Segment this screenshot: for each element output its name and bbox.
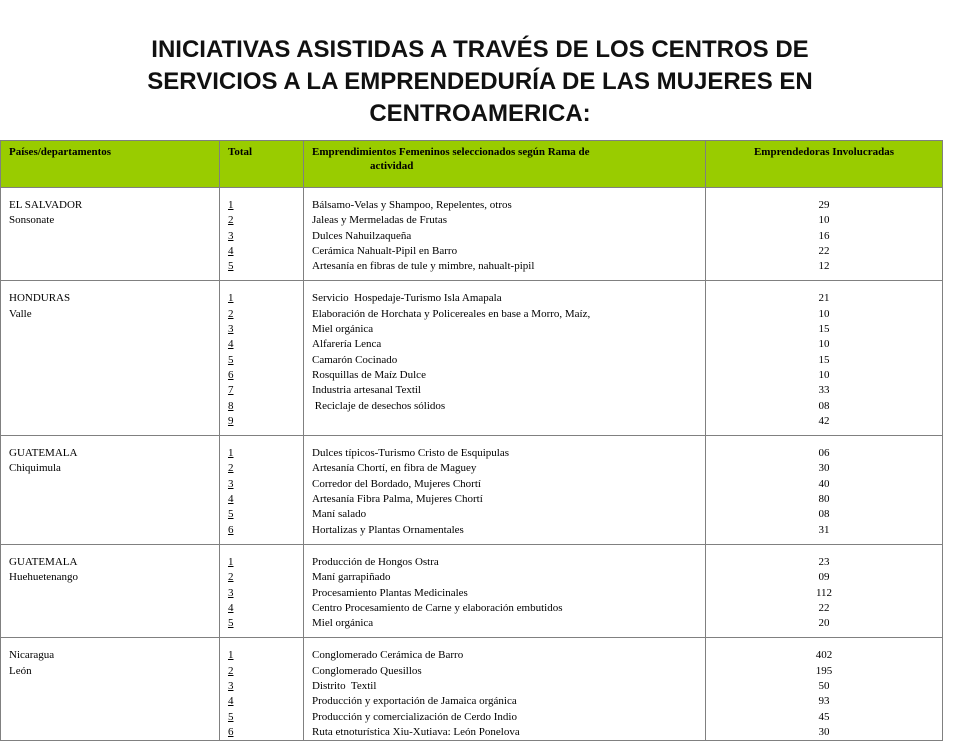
emprendedoras-count: 10	[818, 214, 830, 227]
activity-item: Procesamiento Plantas Medicinales	[312, 586, 468, 599]
activity-item: Industria artesanal Textil	[312, 384, 421, 397]
header-emprendedoras: Emprendedoras Involucradas	[706, 141, 943, 188]
activity-item: Elaboración de Horchata y Policereales en base a Morro, Maíz,	[312, 307, 591, 320]
cell-country	[1, 281, 220, 436]
header-paises: Países/departamentos	[1, 141, 220, 188]
emprendedoras-count: 195	[815, 664, 833, 677]
total-number: 3	[228, 323, 234, 336]
total-number: 2	[228, 664, 234, 677]
total-number: 5	[228, 260, 234, 273]
header-actividad-line1: Emprendimientos Femeninos seleccionados según Rama de	[312, 146, 590, 158]
activity-item: Centro Procesamiento de Carne y elaboración embutidos	[312, 601, 563, 614]
emprendedoras-count: 30	[818, 462, 830, 475]
emprendedoras-count: 10	[818, 338, 830, 351]
country-name: HONDURAS	[9, 292, 71, 305]
activity-item: Alfarería Lenca	[312, 338, 382, 351]
emprendedoras-count: 80	[818, 493, 830, 506]
header-actividad	[304, 141, 706, 188]
emprendedoras-count: 22	[818, 244, 830, 257]
activity-item: Servicio Hospedaje-Turismo Isla Amapala	[312, 292, 502, 305]
country-name: Nicaragua	[9, 649, 55, 662]
activity-item: Artesanía en fibras de tule y mimbre, nahualt-pipil	[312, 260, 535, 273]
emprendedoras-count: 40	[818, 477, 830, 490]
table-row	[1, 436, 943, 545]
emprendedoras-count: 08	[818, 399, 830, 412]
emprendedoras-count: 112	[815, 586, 833, 599]
emprendedoras-count: 15	[818, 323, 830, 336]
activity-item: Maní garrapiñado	[312, 571, 391, 584]
total-number: 1	[228, 292, 234, 305]
emprendedoras-count: 29	[818, 199, 830, 211]
cell-emprendedoras	[706, 188, 943, 281]
total-number: 4	[228, 695, 234, 708]
total-number: 3	[228, 680, 234, 693]
table-row	[1, 638, 943, 741]
emprendedoras-count: 10	[818, 368, 830, 381]
cell-activities	[304, 188, 706, 281]
total-number: 5	[228, 508, 234, 521]
emprendedoras-count: 10	[818, 307, 830, 320]
table-row	[1, 281, 943, 436]
table-row	[1, 188, 943, 281]
emprendedoras-count: 09	[818, 571, 830, 584]
cell-activities	[304, 281, 706, 436]
total-number: 5	[228, 710, 234, 723]
total-number: 1	[228, 199, 234, 211]
cell-emprendedoras	[706, 436, 943, 545]
initiatives-table	[0, 140, 943, 741]
activity-item: Rosquillas de Maíz Dulce	[312, 368, 426, 381]
total-number: 1	[228, 649, 234, 662]
country-name: GUATEMALA	[9, 447, 78, 460]
emprendedoras-count: 22	[818, 601, 830, 614]
activity-item: Jaleas y Mermeladas de Frutas	[312, 214, 448, 227]
department-name: León	[9, 664, 32, 677]
title-line-3: CENTROAMERICA:	[369, 100, 591, 127]
activity-item: Hortalizas y Plantas Ornamentales	[312, 523, 464, 536]
emprendedoras-count: 402	[815, 649, 833, 662]
total-number: 5	[228, 353, 234, 366]
page-title	[0, 34, 960, 130]
activity-item: Miel orgánica	[312, 617, 374, 630]
department-name: Huehuetenango	[9, 571, 79, 584]
activity-item: Miel orgánica	[312, 323, 374, 336]
department-name: Chiquimula	[9, 462, 61, 475]
cell-total	[220, 638, 304, 741]
activity-item: Ruta etnoturística Xiu-Xutiava: León Ponelova	[312, 725, 520, 738]
total-number: 5	[228, 617, 234, 630]
emprendedoras-count: 12	[818, 260, 830, 273]
cell-emprendedoras	[706, 544, 943, 637]
department-name: Valle	[9, 307, 32, 320]
total-number: 3	[228, 586, 234, 599]
country-name: GUATEMALA	[9, 555, 78, 568]
header-total: Total	[220, 141, 304, 188]
activity-item: Bálsamo-Velas y Shampoo, Repelentes, otros	[312, 199, 512, 211]
emprendedoras-count: 30	[818, 725, 830, 738]
total-number: 3	[228, 229, 234, 242]
activity-item: Conglomerado Quesillos	[312, 664, 422, 677]
header-actividad-line2: actividad	[370, 160, 414, 172]
cell-total	[220, 544, 304, 637]
emprendedoras-count: 93	[818, 695, 830, 708]
emprendedoras-count: 15	[818, 353, 830, 366]
total-number: 2	[228, 307, 234, 320]
cell-emprendedoras	[706, 638, 943, 741]
table-header-row	[1, 141, 943, 188]
title-line-1: INICIATIVAS ASISTIDAS A TRAVÉS DE LOS CENTROS DE	[151, 36, 809, 63]
emprendedoras-count: 45	[818, 710, 830, 723]
total-number: 8	[228, 399, 234, 412]
activity-item: Artesanía Fibra Palma, Mujeres Chortí	[312, 493, 483, 506]
activity-item: Dulces típicos-Turismo Cristo de Esquipulas	[312, 447, 509, 460]
total-number: 3	[228, 477, 234, 490]
cell-activities	[304, 544, 706, 637]
total-number: 2	[228, 214, 234, 227]
cell-total	[220, 436, 304, 545]
emprendedoras-count: 16	[818, 229, 830, 242]
emprendedoras-count: 31	[818, 523, 830, 536]
activity-item: Dulces Nahuilzaqueña	[312, 229, 412, 242]
activity-item: Producción y exportación de Jamaica orgánica	[312, 695, 517, 708]
activity-item: Camarón Cocinado	[312, 353, 398, 366]
total-number: 4	[228, 338, 234, 351]
emprendedoras-count: 50	[818, 680, 830, 693]
country-name: EL SALVADOR	[9, 199, 83, 211]
activity-item: Maní salado	[312, 508, 367, 521]
emprendedoras-count: 08	[818, 508, 830, 521]
total-number: 7	[228, 384, 234, 397]
emprendedoras-count: 06	[818, 447, 830, 460]
total-number: 1	[228, 555, 234, 568]
title-line-2: SERVICIOS A LA EMPRENDEDURÍA DE LAS MUJERES EN	[147, 68, 813, 95]
total-number: 6	[228, 725, 234, 738]
total-number: 9	[228, 414, 234, 427]
department-name: Sonsonate	[9, 214, 55, 227]
total-number: 2	[228, 462, 234, 475]
emprendedoras-count: 23	[818, 555, 830, 568]
cell-activities	[304, 436, 706, 545]
activity-item: Corredor del Bordado, Mujeres Chortí	[312, 477, 481, 490]
activity-item: Producción y comercialización de Cerdo Indio	[312, 710, 517, 723]
total-number: 1	[228, 447, 234, 460]
total-number: 2	[228, 571, 234, 584]
emprendedoras-count: 42	[818, 414, 830, 427]
activity-item: Distrito Textil	[312, 680, 377, 693]
emprendedoras-count: 33	[818, 384, 830, 397]
cell-emprendedoras	[706, 281, 943, 436]
emprendedoras-count: 21	[818, 292, 830, 305]
table-row	[1, 544, 943, 637]
activity-item: Cerámica Nahualt-Pipil en Barro	[312, 244, 458, 257]
total-number: 4	[228, 493, 234, 506]
cell-country	[1, 436, 220, 545]
activity-item: Conglomerado Cerámica de Barro	[312, 649, 464, 662]
cell-activities	[304, 638, 706, 741]
total-number: 4	[228, 601, 234, 614]
cell-country	[1, 638, 220, 741]
total-number: 4	[228, 244, 234, 257]
cell-country	[1, 544, 220, 637]
activity-item: Artesanía Chortí, en fibra de Maguey	[312, 462, 477, 475]
emprendedoras-count: 20	[818, 617, 830, 630]
activity-item: Reciclaje de desechos sólidos	[312, 399, 446, 412]
cell-country	[1, 188, 220, 281]
total-number: 6	[228, 368, 234, 381]
activity-item: Producción de Hongos Ostra	[312, 555, 439, 568]
cell-total	[220, 188, 304, 281]
total-number: 6	[228, 523, 234, 536]
cell-total	[220, 281, 304, 436]
